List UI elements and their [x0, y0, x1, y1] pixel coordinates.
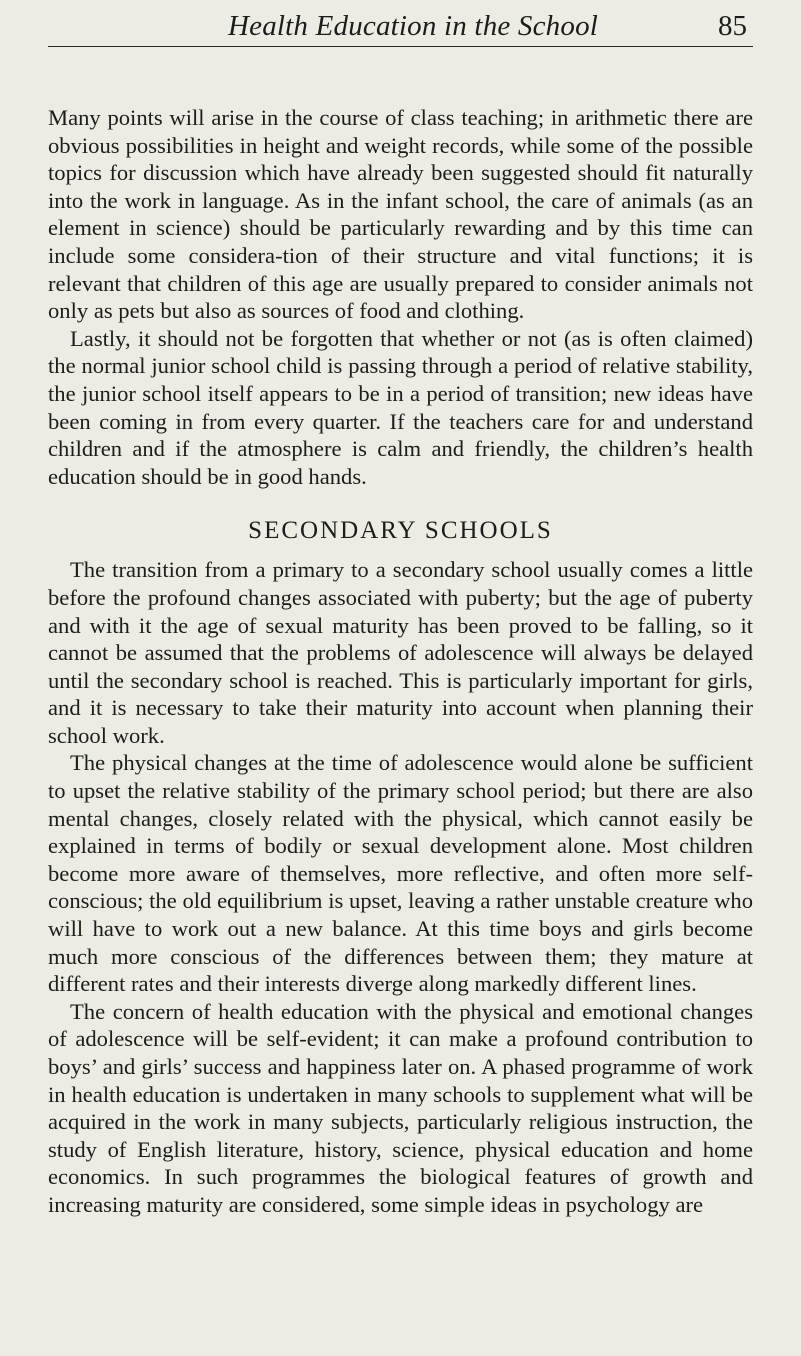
page-number: 85: [718, 10, 747, 42]
paragraph: Many points will arise in the course of class teaching; in arithmetic there are obvious possibilities in height and weight records, while some of the possible topics for discussion which have already been suggested should fit naturally into the work in language. As in the infant school, the care of animals (as an element in science) should be particularly rewarding and by this time can include some considera-tion of their structure and vital functions; it is relevant that children of this age are usually prepared to consider animals not only as pets but also as sources of food and clothing.: [48, 105, 753, 324]
paragraph: The concern of health education with the physical and emotional changes of adolescence will be self-evident; it can make a profound contribution to boys’ and girls’ success and happiness later on. A phased programme of work in health education is undertaken in many schools to supplement what will be acquired in the work in many subjects, particularly religious instruction, the study of English literature, history, science, physical education and home economics. In such programmes the biological features of growth and increasing maturity are considered, some simple ideas in psychology are: [48, 998, 753, 1217]
section-heading: SECONDARY SCHOOLS: [248, 517, 553, 545]
paragraph: The physical changes at the time of adolescence would alone be sufficient to upset the relative stability of the primary school period; but there are also mental changes, closely related with the physical, which cannot easily be explained in terms of bodily or sexual development alone. Most children become more aware of themselves, more reflective, and often more self-conscious; the old equilibrium is upset, leaving a rather unstable creature who will have to work out a new balance. At this time boys and girls become much more conscious of the differences between them; they mature at different rates and their interests diverge along markedly different lines.: [48, 750, 753, 997]
running-title: Health Education in the School: [228, 10, 599, 42]
running-header: [48, 6, 753, 47]
page-body: [48, 104, 753, 1219]
paragraph: The transition from a primary to a secondary school usually comes a little before the profound changes associated with puberty; but the age of puberty and with it the age of sexual maturity has been proved to be falling, so it cannot be assumed that the problems of adolescence will always be delayed until the secondary school is reached. This is particularly important for girls, and it is necessary to take their maturity into account when planning their school work.: [48, 557, 753, 748]
paragraph: Lastly, it should not be forgotten that whether or not (as is often claimed) the normal junior school child is passing through a period of relative stability, the junior school itself appears to be in a period of transition; new ideas have been coming in from every quarter. If the teachers care for and understand children and if the atmosphere is calm and friendly, the children’s health education should be in good hands.: [48, 325, 753, 489]
